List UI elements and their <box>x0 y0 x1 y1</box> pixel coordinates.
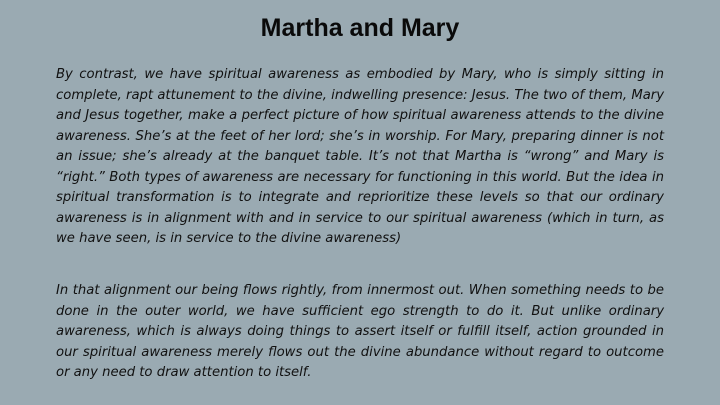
body-paragraph-2: In that alignment our being flows rightly, from innermost out. When something needs to be done in the outer world, we have sufficient ego strength to do it. But unlike ordinary awareness, which is always doing things to assert itself or fulfill itself, action grounded in our spiritual awareness merely flows out the divine abundance without regard to outcome or any need to draw attention to itself. <box>56 283 664 380</box>
slide-title: Martha and Mary <box>260 14 460 42</box>
body-paragraph-1: By contrast, we have spiritual awareness as embodied by Mary, who is simply sitting in complete, rapt attunement to the divine, indwelling presence: Jesus. The two of them, Mary and Jesus together, make a perfect picture of how spiritual awareness attends to the divine awareness. She’s at the feet of her lord; she’s in worship. For Mary, preparing dinner is not an issue; she’s already at the banquet table. It’s not that Martha is “wrong” and Mary is “right.” Both types of awareness are necessary for functioning in this world. But the idea in spiritual transformation is to integrate and reprioritize these levels so that our ordinary awareness is in alignment with and in service to our spiritual awareness (which in turn, as we have seen, is in service to the divine awareness) <box>56 67 664 246</box>
